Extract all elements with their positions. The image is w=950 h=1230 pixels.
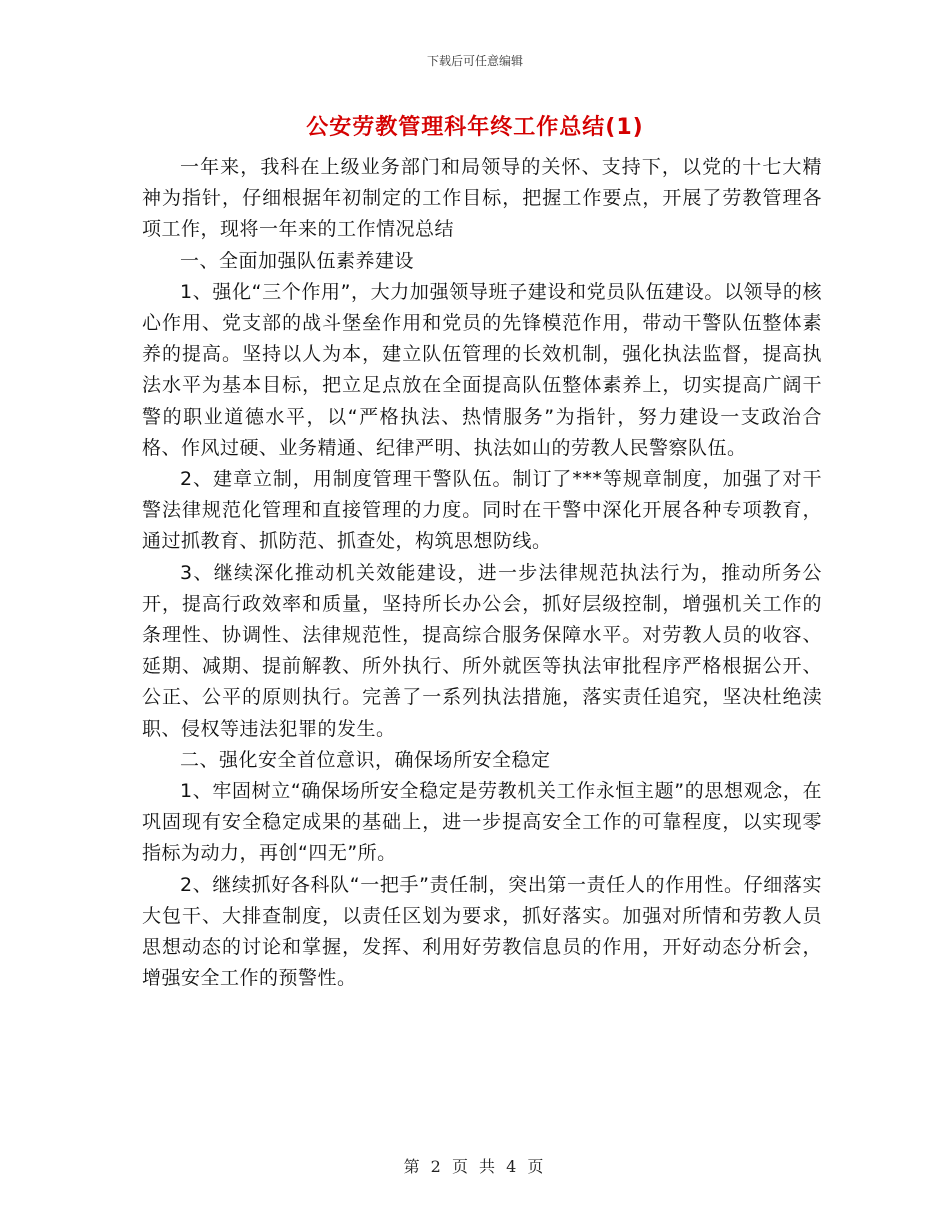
paragraph-1-2: 2、建章立制，用制度管理干警队伍。制订了***等规章制度，加强了对干警法律规范化管理和直接管理的力度。同时在干警中深化开展各种专项教育，通过抓教育、抓防范、抓查处，构筑思想防线。 [142, 468, 822, 553]
section-heading-2: 二、强化安全首位意识，确保场所安全稳定 [180, 748, 551, 771]
paragraph-2-1: 1、牢固树立“确保场所安全稳定是劳教机关工作永恒主题”的思想观念，在巩固现有安全稳定成果的基础上，进一步提高安全工作的可靠程度，以实现零指标为动力，再创“四无”所。 [142, 780, 822, 865]
paragraph-1-1: 1、强化“三个作用”，大力加强领导班子建设和党员队伍建设。以领导的核心作用、党支部的战斗堡垒作用和党员的先锋模范作用，带动干警队伍整体素养的提高。坚持以人为本，建立队伍管理的长效机制，强化执法监督，提高执法水平为基本目标，把立足点放在全面提高队伍整体素养上，切实提高广阔干警的职业道德水平，以“严格执法、热情服务”为指针，努力建设一支政治合格、作风过硬、业务精通、纪律严明、执法如山的劳教人民警察队伍。 [142, 280, 822, 459]
document-title: 公安劳教管理科年终工作总结(1) [306, 115, 644, 140]
document-body [142, 152, 822, 994]
paragraph-1-3: 3、继续深化推动机关效能建设，进一步法律规范执法行为，推动所务公开，提高行政效率和质量，坚持所长办公会，抓好层级控制，增强机关工作的条理性、协调性、法律规范性，提高综合服务保障水平。对劳教人员的收容、延期、减期、提前解教、所外执行、所外就医等执法审批程序严格根据公开、公正、公平的原则执行。完善了一系列执法措施，落实责任追究，坚决杜绝渎职、侵权等违法犯罪的发生。 [142, 561, 822, 740]
page-number-footer: 第 2 页 共 4 页 [403, 1157, 547, 1176]
paragraph-intro: 一年来，我科在上级业务部门和局领导的关怀、支持下，以党的十七大精神为指针，仔细根据年初制定的工作目标，把握工作要点，开展了劳教管理各项工作，现将一年来的工作情况总结 [142, 156, 822, 241]
section-heading-1: 一、全面加强队伍素养建设 [180, 249, 415, 272]
paragraph-2-2: 2、继续抓好各科队“一把手”责任制，突出第一责任人的作用性。仔细落实大包干、大排查制度，以责任区划为要求，抓好落实。加强对所情和劳教人员思想动态的讨论和掌握，发挥、利用好劳教信息员的作用，开好动态分析会，增强安全工作的预警性。 [142, 873, 822, 990]
header-note: 下载后可任意编辑 [426, 54, 523, 68]
